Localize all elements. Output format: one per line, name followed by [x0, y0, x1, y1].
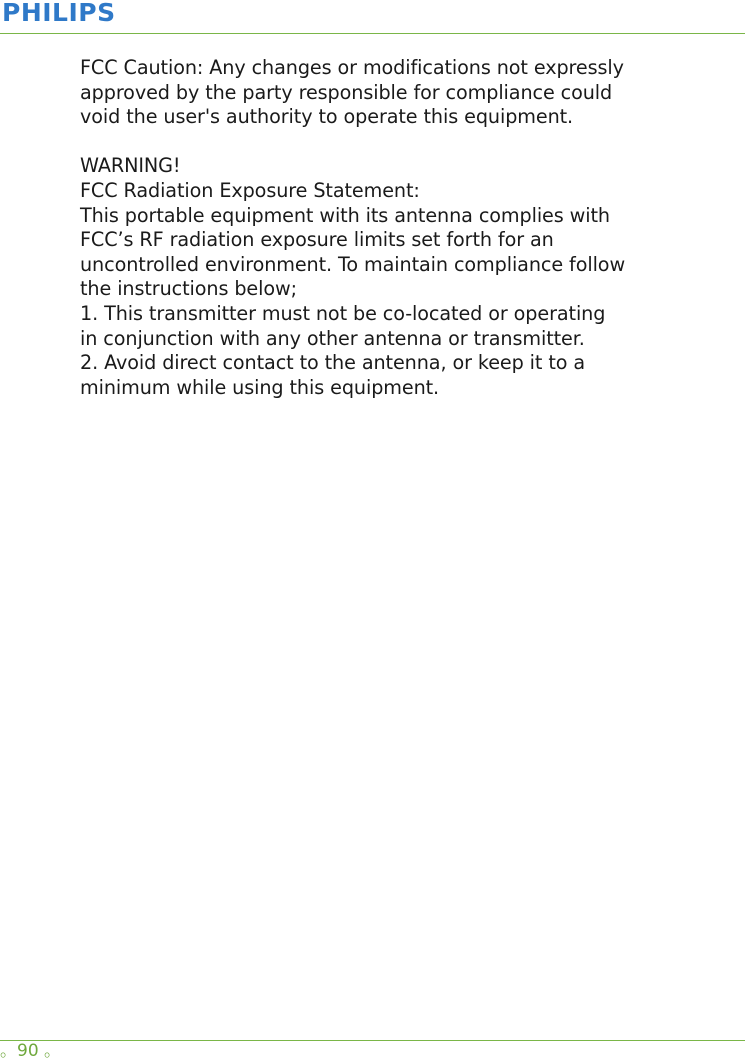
instruction-1: 1. This transmitter must not be co-located or operating	[80, 301, 606, 325]
page-header	[0, 0, 745, 34]
header-divider	[0, 33, 745, 34]
text-line: uncontrolled environment. To maintain compliance follow	[80, 252, 626, 276]
paragraph-gap	[80, 130, 680, 155]
warning-heading: WARNING!	[80, 154, 181, 178]
fcc-warning-paragraph	[80, 154, 680, 400]
text-line: FCC’s RF radiation exposure limits set forth for an	[80, 228, 554, 252]
text-line: FCC Caution: Any changes or modifications not expressly	[80, 56, 624, 79]
philips-logo: PHILIPS	[2, 0, 116, 27]
text-line: in conjunction with any other antenna or transmitter.	[80, 326, 585, 350]
fcc-caution-paragraph	[80, 56, 680, 130]
text-line: void the user's authority to operate this equipment.	[80, 105, 574, 129]
text-line: the instructions below;	[80, 277, 297, 301]
text-line: This portable equipment with its antenna complies with	[80, 203, 610, 227]
statement-heading: FCC Radiation Exposure Statement:	[80, 178, 420, 202]
footer-divider	[0, 1040, 745, 1041]
text-line: approved by the party responsible for compliance could	[80, 80, 613, 104]
page-number: 。90 。	[0, 1041, 62, 1061]
text-line: minimum while using this equipment.	[80, 375, 440, 399]
document-body	[80, 56, 680, 400]
instruction-2: 2. Avoid direct contact to the antenna, or keep it to a	[80, 351, 586, 375]
